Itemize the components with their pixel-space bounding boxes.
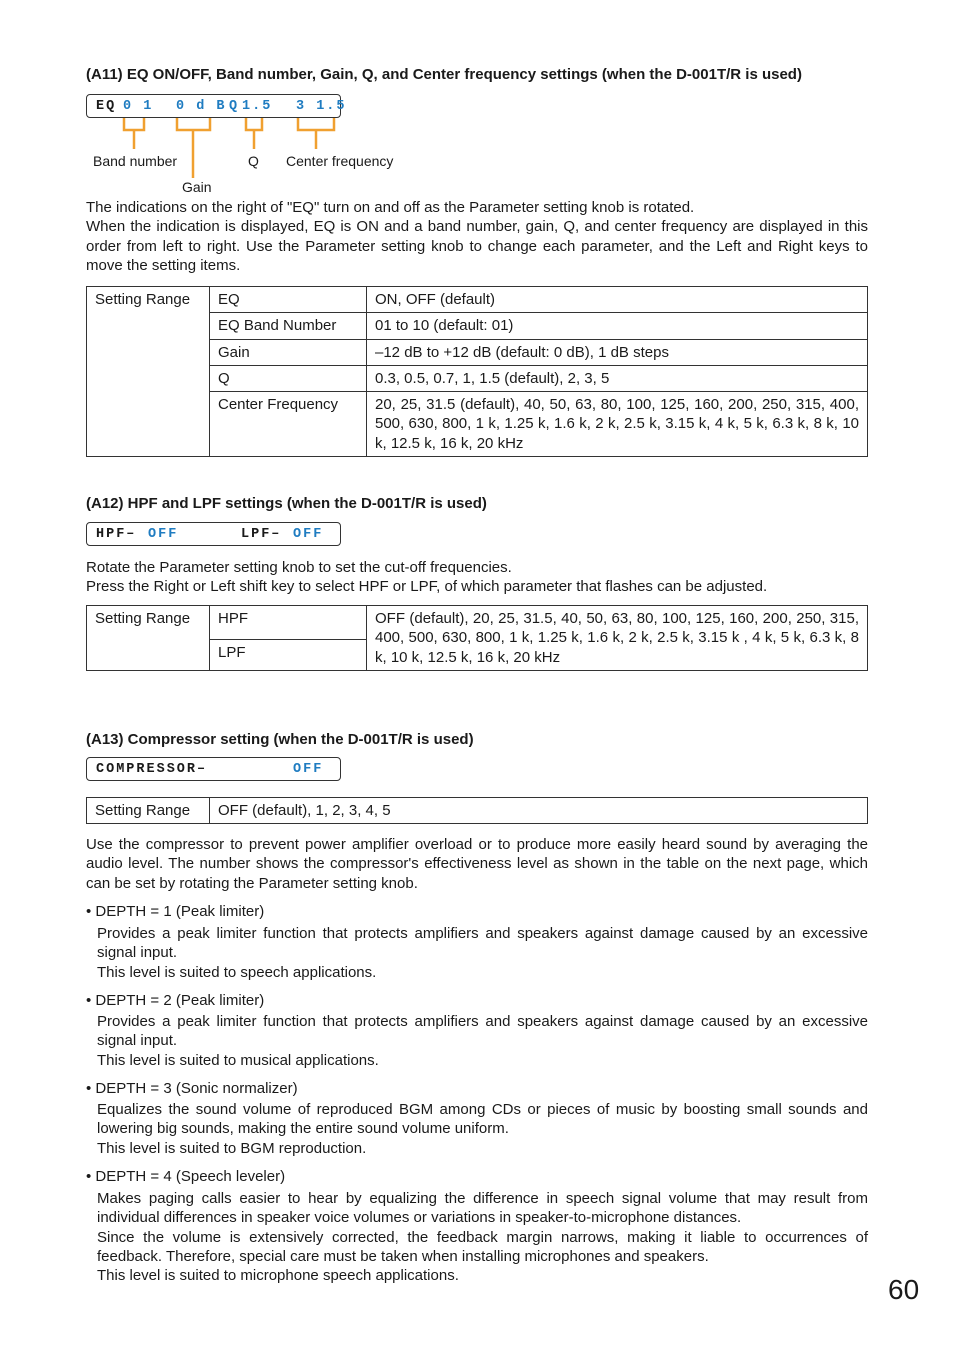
compressor-value: OFF xyxy=(293,762,324,777)
depth-text: This level is suited to musical applications. xyxy=(97,1051,379,1069)
depth-3-body xyxy=(97,1100,868,1158)
callout-center-frequency: Center frequency xyxy=(286,153,394,169)
table-row xyxy=(87,798,868,824)
depth-text: Makes paging calls easier to hear by equalizing the difference in speech signal volume that may result from individual differences in speaker voice volumes or variations in speaker-to-microphone distances. xyxy=(97,1190,868,1227)
lpf-value: OFF xyxy=(293,527,324,542)
a11-setting-table xyxy=(86,286,868,457)
eq-gain-value: 0 d B xyxy=(176,99,227,114)
depth-text: Since the volume is extensively corrected, the feedback margin narrows, making it liable to occurrences of feedback. Therefore, special care must be taken when installing microphones and speakers. xyxy=(97,1228,868,1265)
depth-text: Provides a peak limiter function that protects amplifiers and speakers against damage caused by an excessive signal input. xyxy=(97,1013,868,1050)
table-row xyxy=(87,606,868,640)
param-value: ON, OFF (default) xyxy=(367,287,868,313)
param-name: HPF xyxy=(210,606,367,640)
hpf-label: HPF– xyxy=(96,527,137,542)
eq-callout-brackets xyxy=(86,116,406,186)
depth-text: This level is suited to BGM reproduction. xyxy=(97,1139,367,1157)
callout-band-number: Band number xyxy=(93,153,178,169)
param-name: EQ xyxy=(210,287,367,313)
compressor-display xyxy=(86,757,341,781)
depth-2-heading: • DEPTH = 2 (Peak limiter) xyxy=(86,992,265,1009)
depth-4-body xyxy=(97,1189,868,1285)
a11-heading: (A11) EQ ON/OFF, Band number, Gain, Q, and Center frequency settings (when the D-001T/R is used) xyxy=(86,66,802,83)
compressor-label: COMPRESSOR– xyxy=(96,762,208,777)
eq-display xyxy=(86,94,347,118)
freq-bracket xyxy=(298,118,334,130)
depth-text: Provides a peak limiter function that protects amplifiers and speakers against damage caused by an excessive signal input. xyxy=(97,925,868,962)
a12-description xyxy=(86,558,868,597)
table-row xyxy=(87,287,868,313)
setting-range-header: Setting Range xyxy=(87,606,210,671)
param-value: OFF (default), 20, 25, 31.5, 40, 50, 63, 80, 100, 125, 160, 200, 250, 315, 400, 500, 630, 800, 1 k, 1.25 k, 1.6 k, 2 k, 2.5 k, 3.15 k , 4 k, 5 k, 6.3 k, 8 k, 10 k, 12.5 k, 16 k, 20 kHz xyxy=(367,606,868,671)
eq-freq-value: 3 1.5 xyxy=(296,99,347,114)
a13-setting-table xyxy=(86,797,868,824)
gain-bracket xyxy=(177,118,210,130)
depth-3-heading: • DEPTH = 3 (Sonic normalizer) xyxy=(86,1080,298,1097)
depth-1-body xyxy=(97,924,868,982)
setting-range-header: Setting Range xyxy=(87,798,210,824)
lpf-label: LPF– xyxy=(241,527,282,542)
depth-text: This level is suited to microphone speech applications. xyxy=(97,1267,459,1285)
a11-para-2: When the indication is displayed, EQ is ON and a band number, gain, Q, and center frequency are displayed in this order from left to right. Use the Parameter setting knob to change each parameter, and the Left and Right keys to move the setting items. xyxy=(86,218,868,274)
eq-band-value: 0 1 xyxy=(123,99,154,114)
a12-heading: (A12) HPF and LPF settings (when the D-001T/R is used) xyxy=(86,495,487,512)
depth-1-heading: • DEPTH = 1 (Peak limiter) xyxy=(86,903,265,920)
hpf-lpf-display xyxy=(86,522,341,546)
param-name: Center Frequency xyxy=(210,392,367,457)
eq-q-value: 1.5 xyxy=(242,99,273,114)
param-name: Gain xyxy=(210,339,367,365)
page-number: 60 xyxy=(888,1274,920,1305)
a13-heading: (A13) Compressor setting (when the D-001T/R is used) xyxy=(86,731,474,748)
a12-setting-table xyxy=(86,605,868,671)
param-value: 20, 25, 31.5 (default), 40, 50, 63, 80, 100, 125, 160, 200, 250, 315, 400, 500, 630, 800, 1 k, 1.25 k, 1.6 k, 2 k, 2.5 k, 3.15 k, 4 k, 5 k, 6.3 k, 8 k, 10 k, 12.5 k, 16 k, 20 kHz xyxy=(367,392,868,457)
depth-2-body xyxy=(97,1012,868,1070)
eq-q-label: Q xyxy=(229,99,240,114)
param-value: 0.3, 0.5, 0.7, 1, 1.5 (default), 2, 3, 5 xyxy=(367,365,868,391)
param-name: EQ Band Number xyxy=(210,313,367,339)
setting-range-header: Setting Range xyxy=(87,287,210,457)
param-name: Q xyxy=(210,365,367,391)
band-bracket xyxy=(124,118,144,130)
param-value: OFF (default), 1, 2, 3, 4, 5 xyxy=(210,798,868,824)
a11-description xyxy=(86,198,868,275)
a11-para-1: The indications on the right of "EQ" turn on and off as the Parameter setting knob is rotated. xyxy=(86,199,695,216)
a13-intro xyxy=(86,835,868,893)
param-value: 01 to 10 (default: 01) xyxy=(367,313,868,339)
callout-q: Q xyxy=(248,153,259,169)
q-bracket xyxy=(246,118,262,130)
a12-para-1: Rotate the Parameter setting knob to set the cut-off frequencies. xyxy=(86,559,512,576)
param-value: –12 dB to +12 dB (default: 0 dB), 1 dB steps xyxy=(367,339,868,365)
a13-intro-text: Use the compressor to prevent power amplifier overload or to produce more easily heard sound by averaging the audio level. The number shows the compressor's effectiveness level as shown in the table on the next page, which can be set by rotating the Parameter setting knob. xyxy=(86,836,868,892)
param-name: LPF xyxy=(210,640,367,671)
depth-text: Equalizes the sound volume of reproduced BGM among CDs or pieces of music by boosting small sounds and lowering big sounds, making the entire sound volume uniform. xyxy=(97,1101,868,1138)
depth-4-heading: • DEPTH = 4 (Speech leveler) xyxy=(86,1168,286,1185)
callout-gain: Gain xyxy=(182,179,212,195)
depth-text: This level is suited to speech applications. xyxy=(97,963,377,981)
a12-para-2: Press the Right or Left shift key to select HPF or LPF, of which parameter that flashes can be adjusted. xyxy=(86,578,768,596)
eq-label: EQ xyxy=(96,99,117,114)
hpf-value: OFF xyxy=(148,527,179,542)
